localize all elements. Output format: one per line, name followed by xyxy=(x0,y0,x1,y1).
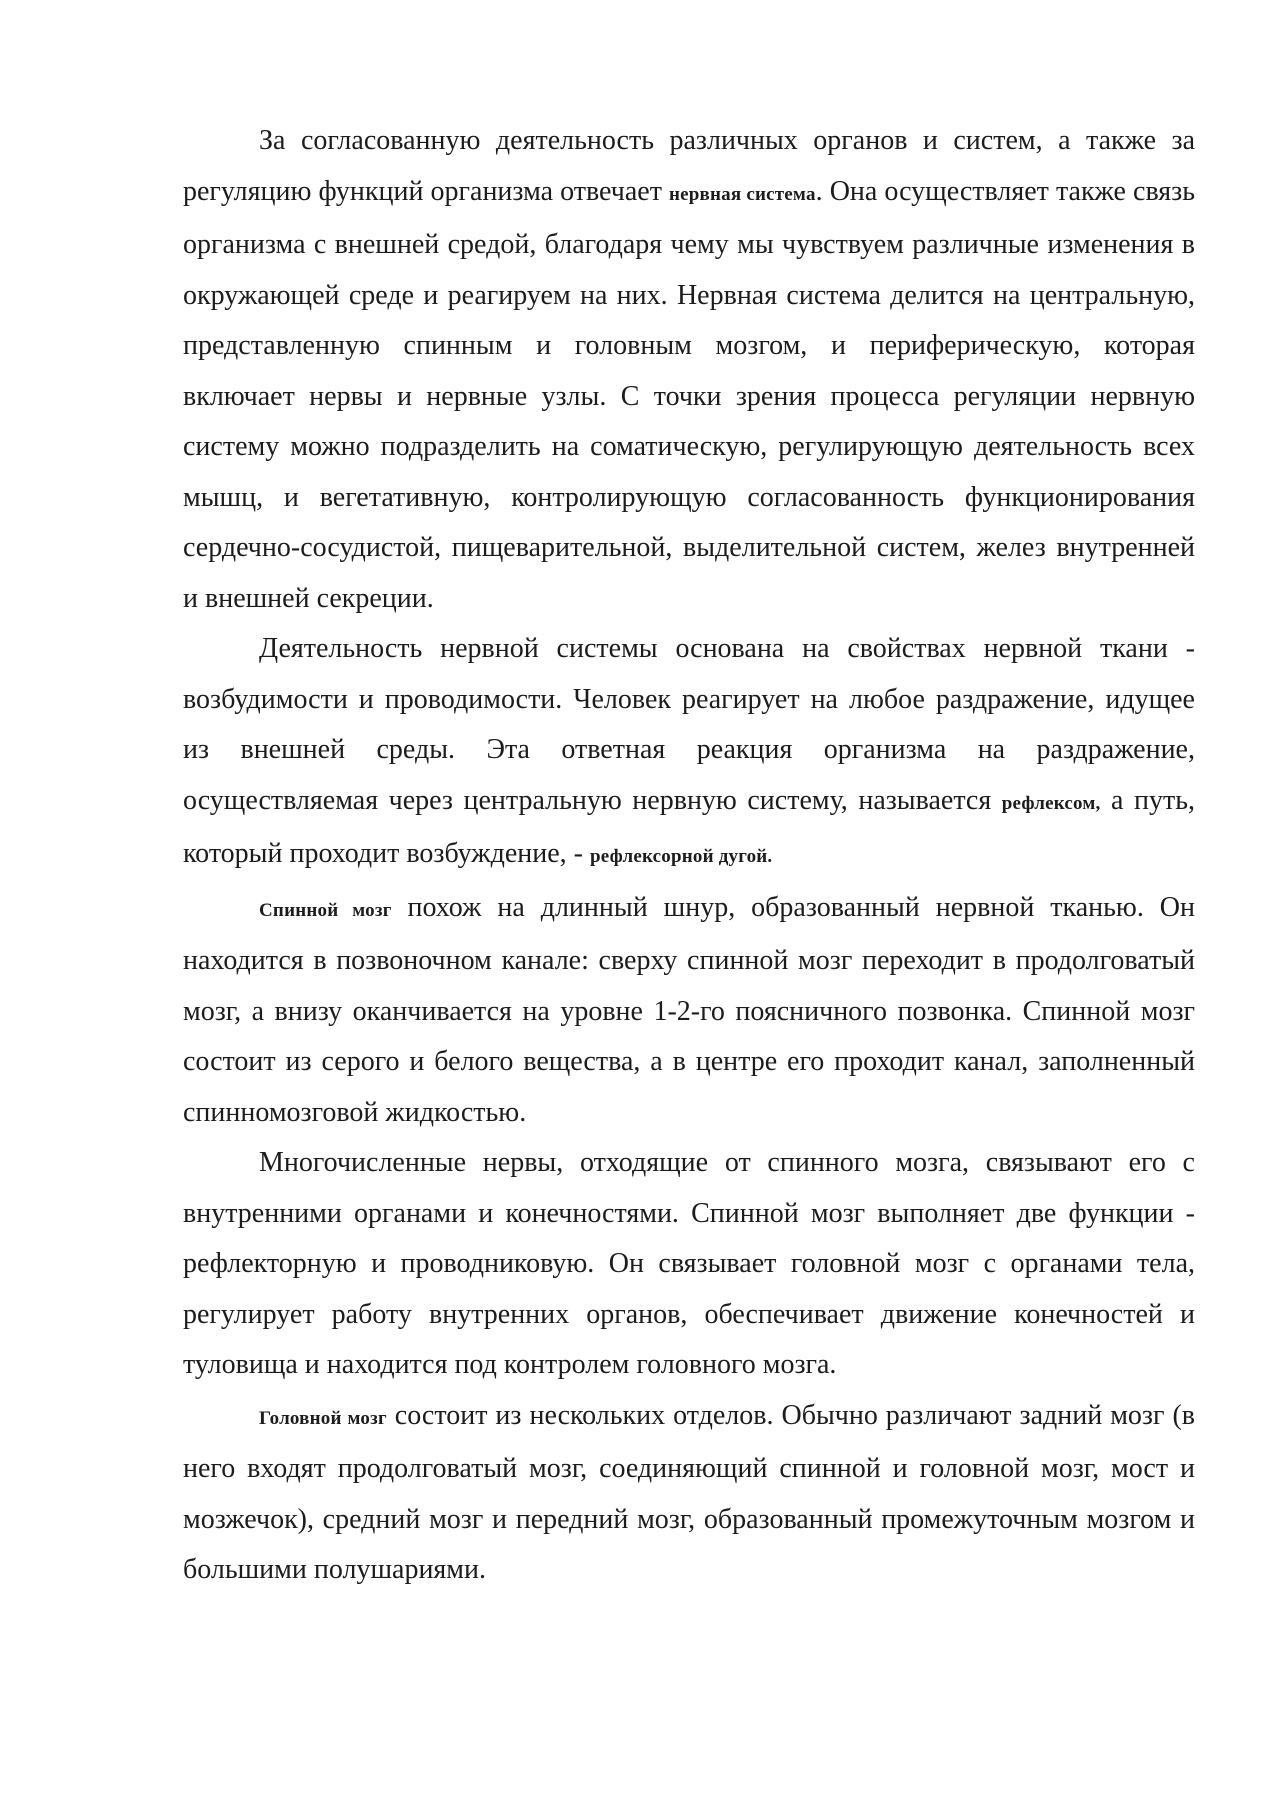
term-reflex-arc: рефлексорной дугой. xyxy=(590,846,773,867)
term-reflex: рефлексом, xyxy=(1001,792,1101,814)
term-spinal-cord: Спинной мозг xyxy=(259,899,392,921)
paragraph-spinal-nerves xyxy=(183,1138,1195,1391)
paragraph-nervous-system xyxy=(183,116,1195,624)
paragraph-text: . Она осуществляет также связь организма с внешней средой, благодаря чему мы чувствуем различные изменения в окружающей среде и реагируем на них. Нервная система делится на центральную, представленную спинным и головным мозгом, и периферическую, которая включает нервы и нервные узлы. С точки зрения процесса регуляции нервную систему можно подразделить на соматическую, регулирующую деятельность всех мышц, и вегетативную, контролирующую согласованность функционирования сердечно-сосудистой, пищеварительной, выделительной систем, желез внутренней и внешней секреции. xyxy=(183,175,1196,614)
term-nervous-system: нервная система xyxy=(669,183,816,205)
paragraph-text: состоит из нескольких отделов. Обычно различают задний мозг (в него входят продолговатый мозг, соединяющий спинной и головной мозг, мост и мозжечок), средний мозг и передний мозг, образованный промежуточным мозгом и большими полушариями. xyxy=(183,1399,1195,1585)
paragraph-text: За согласованную деятельность различных органов и систем, а также за регуляцию функций организма отвечает xyxy=(183,125,1195,207)
paragraph-spinal-cord xyxy=(183,883,1195,1139)
document-body xyxy=(183,116,1195,1596)
term-brain: Головной мозг xyxy=(259,1407,387,1429)
paragraph-text: а путь, который проходит возбуждение, - xyxy=(183,784,1195,869)
paragraph-text: Деятельность нервной системы основана на свойствах нервной ткани - возбудимости и проводимости. Человек реагирует на любое раздражение, идущее из внешней среды. Эта ответная реакция организма на раздражение, осуществляемая через центральную нервную систему, называется xyxy=(183,633,1195,816)
paragraph-brain xyxy=(183,1391,1195,1596)
paragraph-reflex xyxy=(183,624,1195,883)
paragraph-text: Многочисленные нервы, отходящие от спинного мозга, связывают его с внутренними органами и конечностями. Спинной мозг выполняет две функции - рефлекторную и проводниковую. Он связывает головной мозг с органами тела, регулирует работу внутренних органов, обеспечивает движение конечностей и туловища и находится под контролем головного мозга. xyxy=(183,1147,1195,1380)
paragraph-text: похож на длинный шнур, образованный нервной тканью. Он находится в позвоночном канале: сверху спинной мозг переходит в продолговатый мозг, а внизу оканчивается на уровне 1-2-го поясничного позвонка. Спинной мозг состоит из серого и белого вещества, а в центре его проходит канал, заполненный спинномозговой жидкостью. xyxy=(183,891,1195,1128)
